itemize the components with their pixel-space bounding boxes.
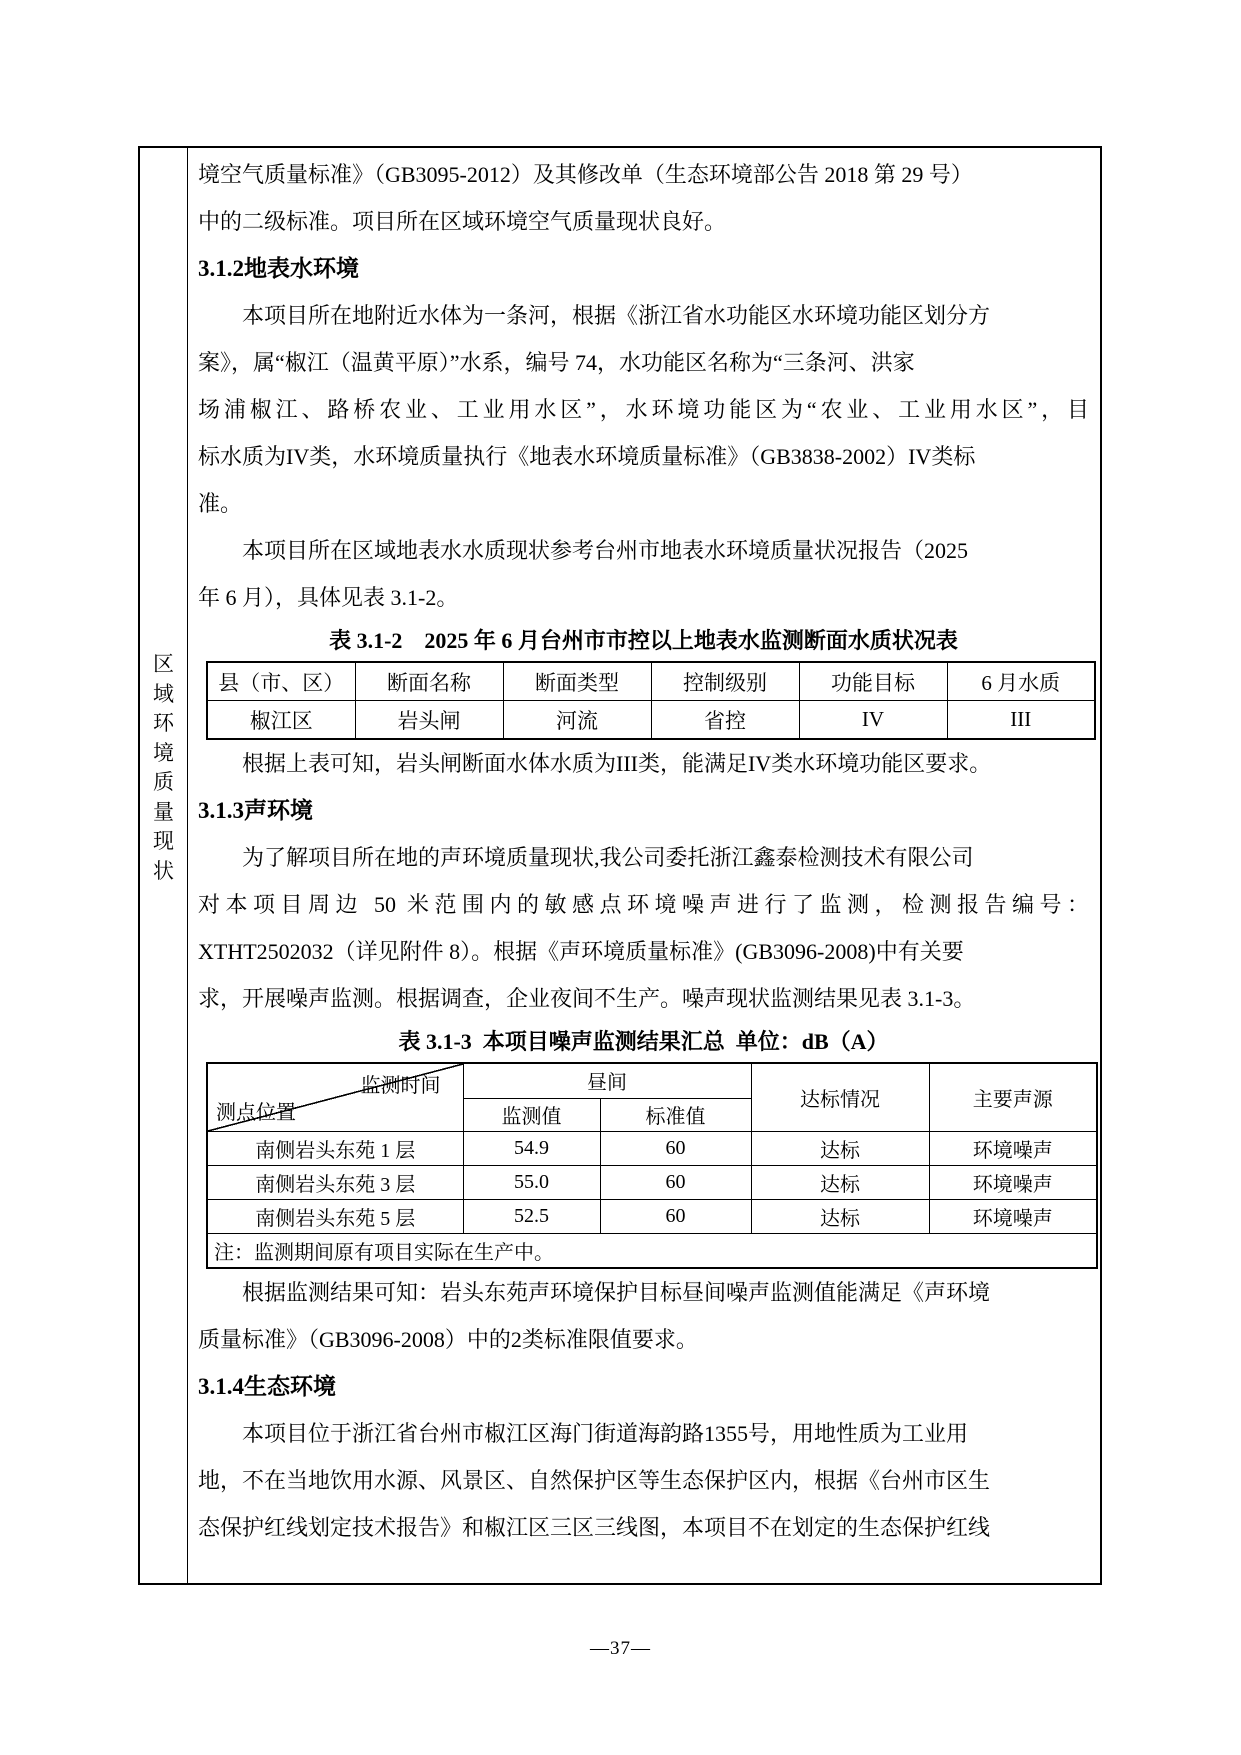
value-cell: 55.0	[463, 1165, 600, 1199]
status-cell: 达标	[751, 1199, 929, 1233]
standard-cell: 60	[600, 1165, 751, 1199]
table-header-row	[207, 662, 1095, 701]
sidebar-vertical-label: 区域环境质量现状	[153, 652, 174, 883]
body-line: 场浦椒江、路桥农业、工业用水区”，水环境功能区为“农业、工业用水区”，目	[198, 397, 1089, 422]
standard-cell: 60	[600, 1131, 751, 1165]
body-line: 本项目所在地附近水体为一条河，根据《浙江省水功能区水环境功能区划分方	[198, 303, 991, 328]
header-cell-daytime: 昼间	[463, 1063, 751, 1098]
sidebar-cell	[140, 148, 188, 1583]
body-line: 案》，属“椒江（温黄平原）”水系，编号 74，水功能区名称为“三条河、洪家	[198, 350, 915, 375]
header-cell-source: 主要声源	[929, 1063, 1097, 1131]
source-cell: 环境噪声	[929, 1199, 1097, 1233]
header-cell: 6 月水质	[947, 662, 1095, 701]
table-row	[207, 1199, 1097, 1233]
page-number: —37—	[590, 1638, 651, 1659]
body-line: 态保护红线划定技术报告》和椒江区三区三线图，本项目不在划定的生态保护红线	[198, 1514, 991, 1540]
data-cell: III	[947, 701, 1095, 740]
data-cell: 省控	[651, 701, 799, 740]
table-3-1-3	[206, 1062, 1098, 1269]
header-cell: 断面名称	[355, 662, 503, 701]
body-line: 根据上表可知，岩头闸断面水体水质为III类，能满足IV类水环境功能区要求。	[198, 751, 992, 776]
report-table-frame	[138, 146, 1102, 1585]
table-row	[207, 1131, 1097, 1165]
body-line: 标水质为IV类，水环境质量执行《地表水环境质量标准》（GB3838-2002）IV类标	[198, 444, 976, 469]
data-cell: 岩头闸	[355, 701, 503, 740]
body-line: 本项目所在区域地表水水质现状参考台州市地表水环境质量状况报告（2025	[198, 538, 969, 563]
content-cell	[188, 148, 1100, 1583]
site-cell: 南侧岩头东苑 3 层	[207, 1165, 463, 1199]
source-cell: 环境噪声	[929, 1165, 1097, 1199]
header-cell: 断面类型	[503, 662, 651, 701]
data-cell: 椒江区	[207, 701, 355, 740]
table-3-1-2-title: 表 3.1-2 2025 年 6 月台州市市控以上地表水监测断面水质状况表	[329, 628, 958, 653]
body-line: 中的二级标准。项目所在区域环境空气质量现状良好。	[198, 209, 727, 234]
section-heading-3-1-3: 3.1.3声环境	[198, 798, 313, 823]
section-heading-3-1-2: 3.1.2地表水环境	[198, 256, 359, 281]
corner-label-time: 监测时间	[360, 1075, 441, 1097]
data-cell: 河流	[503, 701, 651, 740]
value-cell: 52.5	[463, 1199, 600, 1233]
header-cell: 县（市、区）	[207, 662, 355, 701]
table-3-1-2	[206, 661, 1096, 740]
body-line: 为了解项目所在地的声环境质量现状,我公司委托浙江鑫泰检测技术有限公司	[198, 845, 974, 870]
table-header-row	[207, 1063, 1097, 1098]
header-cell-monitored: 监测值	[463, 1098, 600, 1131]
table-row	[207, 701, 1095, 740]
source-cell: 环境噪声	[929, 1131, 1097, 1165]
body-line: 年 6 月），具体见表 3.1-2。	[198, 585, 459, 610]
body-line: 准。	[198, 491, 243, 516]
header-cell: 控制级别	[651, 662, 799, 701]
site-cell: 南侧岩头东苑 5 层	[207, 1199, 463, 1233]
section-heading-3-1-4: 3.1.4生态环境	[198, 1373, 336, 1399]
table-note-row	[207, 1233, 1097, 1268]
body-line: 境空气质量标准》（GB3095-2012）及其修改单（生态环境部公告 2018 第 29 号）	[198, 162, 973, 187]
body-line: XTHT2502032（详见附件 8）。根据《声环境质量标准》(GB3096-2008)中有关要	[198, 939, 964, 964]
header-cell-compliance: 达标情况	[751, 1063, 929, 1131]
header-cell: 功能目标	[799, 662, 947, 701]
site-cell: 南侧岩头东苑 1 层	[207, 1131, 463, 1165]
body-line: 质量标准》（GB3096-2008）中的2类标准限值要求。	[198, 1326, 698, 1352]
body-line: 求，开展噪声监测。根据调查，企业夜间不生产。噪声现状监测结果见表 3.1-3。	[198, 986, 976, 1011]
diagonal-corner-cell	[207, 1063, 463, 1131]
data-cell: IV	[799, 701, 947, 740]
body-line: 地，不在当地饮用水源、风景区、自然保护区等生态保护区内，根据《台州市区生	[198, 1467, 991, 1493]
table-row	[207, 1165, 1097, 1199]
body-line: 本项目位于浙江省台州市椒江区海门街道海韵路1355号，用地性质为工业用	[198, 1420, 969, 1446]
standard-cell: 60	[600, 1199, 751, 1233]
body-line: 对本项目周边 50 米范围内的敏感点环境噪声进行了监测，检测报告编号：	[198, 892, 1089, 917]
status-cell: 达标	[751, 1131, 929, 1165]
note-cell: 注：监测期间原有项目实际在生产中。	[207, 1233, 1097, 1268]
body-line: 根据监测结果可知：岩头东苑声环境保护目标昼间噪声监测值能满足《声环境	[198, 1279, 991, 1305]
corner-label-site: 测点位置	[216, 1101, 296, 1124]
table-3-1-3-title: 表 3.1-3 本项目噪声监测结果汇总 单位：dB（A）	[398, 1029, 889, 1054]
value-cell: 54.9	[463, 1131, 600, 1165]
header-cell-standard: 标准值	[600, 1098, 751, 1131]
status-cell: 达标	[751, 1165, 929, 1199]
